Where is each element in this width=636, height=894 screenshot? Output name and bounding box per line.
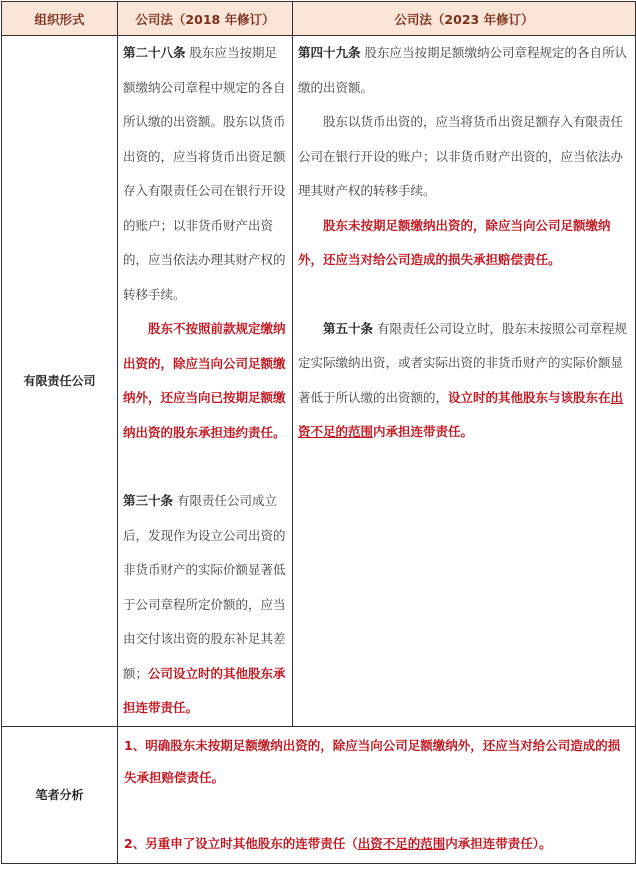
header-law-2023: 公司法（2023 年修订） — [293, 2, 636, 36]
article-28-red: 股东不按照前款规定缴纳出资的，除应当向公司足额缴纳外，还应当向已按期足额缴纳出资的股东承担违约责任。 — [123, 321, 286, 440]
header-org-form: 组织形式 — [2, 2, 118, 36]
article-30-text: 有限责任公司成立后，发现作为设立公司出资的非货币财产的实际价额显著低于公司章程所定价额的，应当由交付该出资的股东补足其差额； — [123, 493, 286, 681]
article-30-red: 公司设立时的其他股东承担连带责任。 — [123, 665, 286, 715]
article-49 — [298, 36, 630, 105]
article-50-text: 有限责任公司设立时，股东未按照公司章程规定实际缴纳出资，或者实际出资的非货币财产的实际价额显著低于所认缴的出资额的， — [298, 320, 627, 405]
article-50-red-b: 内承担连带责任。 — [373, 424, 474, 439]
cell-old-law — [118, 36, 293, 727]
article-49-red: 股东未按期足额缴纳出资的，除应当向公司足额缴纳外，还应当对给公司造成的损失承担赔偿责任。 — [298, 217, 611, 267]
article-49-p2: 股东以货币出资的，应当将货币出资足额存入有限责任公司在银行开设的账户；以非货币财产出资的，应当依法办理其财产权的转移手续。 — [298, 114, 624, 198]
article-28 — [123, 36, 287, 312]
header-row — [2, 2, 636, 36]
analysis-point-2-a: 2、另重申了设立时其他股东的连带责任（ — [124, 835, 358, 851]
article-28-title: 第二十八条 — [123, 45, 186, 60]
row-label-llc: 有限责任公司 — [2, 36, 118, 727]
row-label-analysis: 笔者分析 — [2, 726, 118, 863]
article-50 — [298, 312, 630, 450]
article-28-text: 股东应当按期足额缴纳公司章程中规定的各自所认缴的出资额。股东以货币出资的，应当将货币出资足额存入有限责任公司在银行开设的账户；以非货币财产出资的，应当依法办理其财产权的转移手续。 — [123, 45, 286, 302]
article-30-title: 第三十条 — [123, 493, 174, 508]
header-law-2018: 公司法（2018 年修订） — [118, 2, 293, 36]
analysis-point-1: 1、明确股东未按期足额缴纳出资的，除应当向公司足额缴纳外，还应当对给公司造成的损失承担赔偿责任。 — [124, 737, 621, 785]
row-analysis — [2, 726, 636, 863]
analysis-point-2-underlined: 出资不足的范围 — [357, 835, 446, 851]
article-50-red-a: 设立时的其他股东与该股东在 — [448, 389, 611, 405]
article-49-text: 股东应当按期足额缴纳公司章程规定的各自所认缴的出资额。 — [298, 45, 627, 95]
row-llc — [2, 36, 636, 727]
article-50-red-underlined: 出资不足的范围 — [298, 389, 624, 439]
article-30 — [123, 484, 287, 726]
comparison-table — [1, 1, 636, 864]
analysis-point-2-b: 内承担连带责任）。 — [445, 835, 552, 851]
article-49-title: 第四十九条 — [298, 45, 361, 60]
cell-new-law — [293, 36, 636, 727]
article-50-title: 第五十条 — [323, 320, 374, 336]
cell-analysis — [118, 726, 636, 863]
analysis-point-2 — [124, 828, 629, 860]
